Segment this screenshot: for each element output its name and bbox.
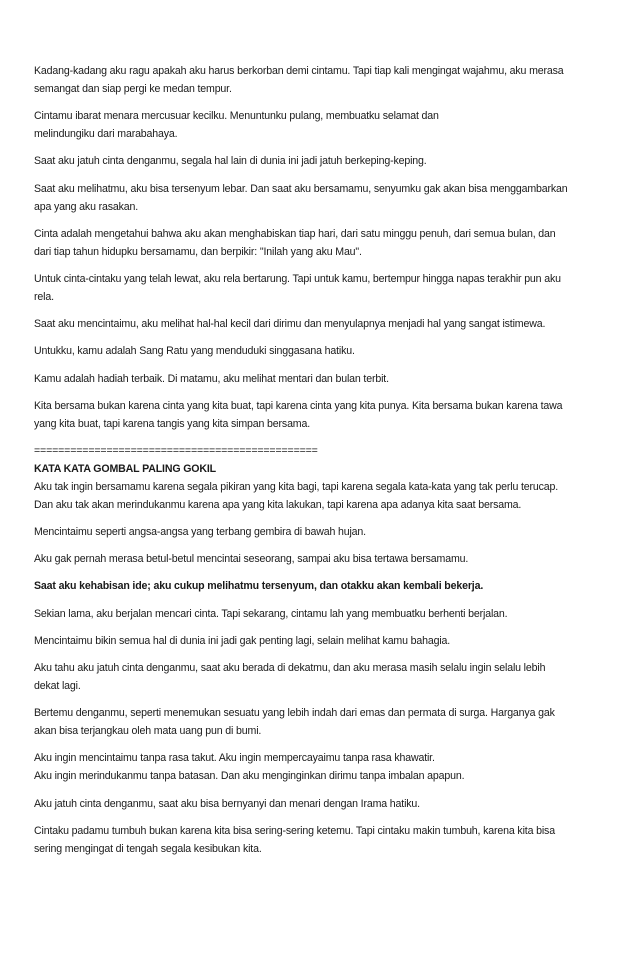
section-intro-line: Aku tak ingin bersamamu karena segala pikiran yang kita bagi, tapi karena segala kata-kata yang tak perlu terucap.	[34, 480, 559, 493]
paragraph-line: Saat aku melihatmu, aku bisa tersenyum lebar. Dan saat aku bersamamu, senyumku gak akan bisa menggambarkan	[34, 182, 568, 195]
paragraph	[34, 370, 604, 388]
paragraph	[34, 822, 604, 858]
paragraph-line: Kadang-kadang aku ragu apakah aku harus berkorban demi cintamu. Tapi tiap kali mengingat wajahmu, aku merasa	[34, 65, 564, 77]
paragraph	[34, 180, 604, 216]
paragraph-line: Saat aku mencintaimu, aku melihat hal-hal kecil dari dirimu dan menyulapnya menjadi hal yang sangat istimewa.	[34, 318, 546, 331]
paragraph-line: Mencintaimu bikin semua hal di dunia ini jadi gak penting lagi, selain melihat kamu bahagia.	[34, 634, 451, 647]
paragraph-line: Saat aku kehabisan ide; aku cukup melihatmu tersenyum, dan otakku akan kembali bekerja.	[34, 580, 484, 593]
section-heading: KATA KATA GOMBAL PALING GOKIL	[34, 462, 217, 475]
paragraph-line: yang kita buat, tapi karena tangis yang kita simpan bersama.	[34, 417, 311, 430]
paragraph-line: rela.	[34, 290, 54, 303]
paragraph-line: Mencintaimu seperti angsa-angsa yang terbang gembira di bawah hujan.	[34, 526, 366, 539]
paragraph-line: Sekian lama, aku berjalan mencari cinta. Tapi sekarang, cintamu lah yang membuatku berhenti berjalan.	[34, 607, 508, 620]
paragraph	[34, 523, 604, 541]
paragraph	[34, 632, 604, 650]
paragraph	[34, 795, 604, 813]
paragraph-line: Aku jatuh cinta denganmu, saat aku bisa bernyanyi dan menari dengan Irama hatiku.	[34, 797, 420, 810]
paragraph-line: Cintamu ibarat menara mercusuar kecilku. Menuntunku pulang, membuatku selamat dan	[34, 110, 439, 123]
section-intro-line: Dan aku tak akan merindukanmu karena apa yang kita lakukan, tapi karena apa adanya kita saat bersama.	[34, 498, 522, 511]
document-body	[34, 62, 604, 867]
paragraph-line: Kamu adalah hadiah terbaik. Di matamu, aku melihat mentari dan bulan terbit.	[34, 372, 389, 385]
paragraph	[34, 659, 604, 695]
paragraph-line: semangat dan siap pergi ke medan tempur.	[34, 83, 232, 95]
paragraph-line: dari tiap tahun hidupku bersamamu, dan berpikir: "Inilah yang aku Mau".	[34, 245, 362, 258]
paragraph-line: Cinta adalah mengetahui bahwa aku akan menghabiskan tiap hari, dari satu minggu penuh, dari semua bulan, dan	[34, 227, 556, 240]
paragraph-line: Untuk cinta-cintaku yang telah lewat, aku rela bertarung. Tapi untuk kamu, bertempur hingga napas terakhir pun aku	[34, 272, 561, 285]
paragraph-line: Aku ingin merindukanmu tanpa batasan. Dan aku menginginkan dirimu tanpa imbalan apapun.	[34, 770, 465, 783]
paragraph-line: Aku gak pernah merasa betul-betul mencintai seseorang, sampai aku bisa tertawa bersamamu.	[34, 553, 469, 566]
paragraph-line: apa yang aku rasakan.	[34, 200, 139, 213]
paragraph-line: Cintaku padamu tumbuh bukan karena kita bisa sering-sering ketemu. Tapi cintaku makin tumbuh, karena kita bisa	[34, 824, 555, 837]
paragraph-line: Bertemu denganmu, seperti menemukan sesuatu yang lebih indah dari emas dan permata di surga. Harganya gak	[34, 707, 555, 720]
paragraph	[34, 749, 604, 785]
paragraph	[34, 107, 604, 143]
paragraph-line: akan bisa terjangkau oleh mata uang pun di bumi.	[34, 725, 262, 738]
section-divider: ===============================================	[34, 444, 318, 457]
paragraph-line: Kita bersama bukan karena cinta yang kita buat, tapi karena cinta yang kita punya. Kita bersama bukan karena tawa	[34, 399, 563, 412]
paragraph-line: Saat aku jatuh cinta denganmu, segala hal lain di dunia ini jadi jatuh berkeping-keping.	[34, 155, 427, 168]
paragraph-line: Aku ingin mencintaimu tanpa rasa takut. Aku ingin mempercayaimu tanpa rasa khawatir.	[34, 752, 435, 765]
paragraph	[34, 342, 604, 360]
paragraph	[34, 605, 604, 623]
section-block	[34, 442, 604, 514]
paragraph-line: melindungiku dari marabahaya.	[34, 128, 178, 141]
paragraph	[34, 225, 604, 261]
paragraph	[34, 270, 604, 306]
paragraph-line: Aku tahu aku jatuh cinta denganmu, saat aku berada di dekatmu, dan aku merasa masih selalu ingin selalu lebih	[34, 662, 546, 674]
paragraph	[34, 315, 604, 333]
paragraph-bold	[34, 577, 604, 595]
paragraph	[34, 397, 604, 433]
paragraph-line: Untukku, kamu adalah Sang Ratu yang menduduki singgasana hatiku.	[34, 345, 355, 358]
paragraph	[34, 704, 604, 740]
paragraph-line: dekat lagi.	[34, 680, 81, 692]
paragraph	[34, 62, 604, 98]
paragraph	[34, 152, 604, 170]
paragraph-line: sering mengingat di tengah segala kesibukan kita.	[34, 842, 262, 855]
paragraph	[34, 550, 604, 568]
